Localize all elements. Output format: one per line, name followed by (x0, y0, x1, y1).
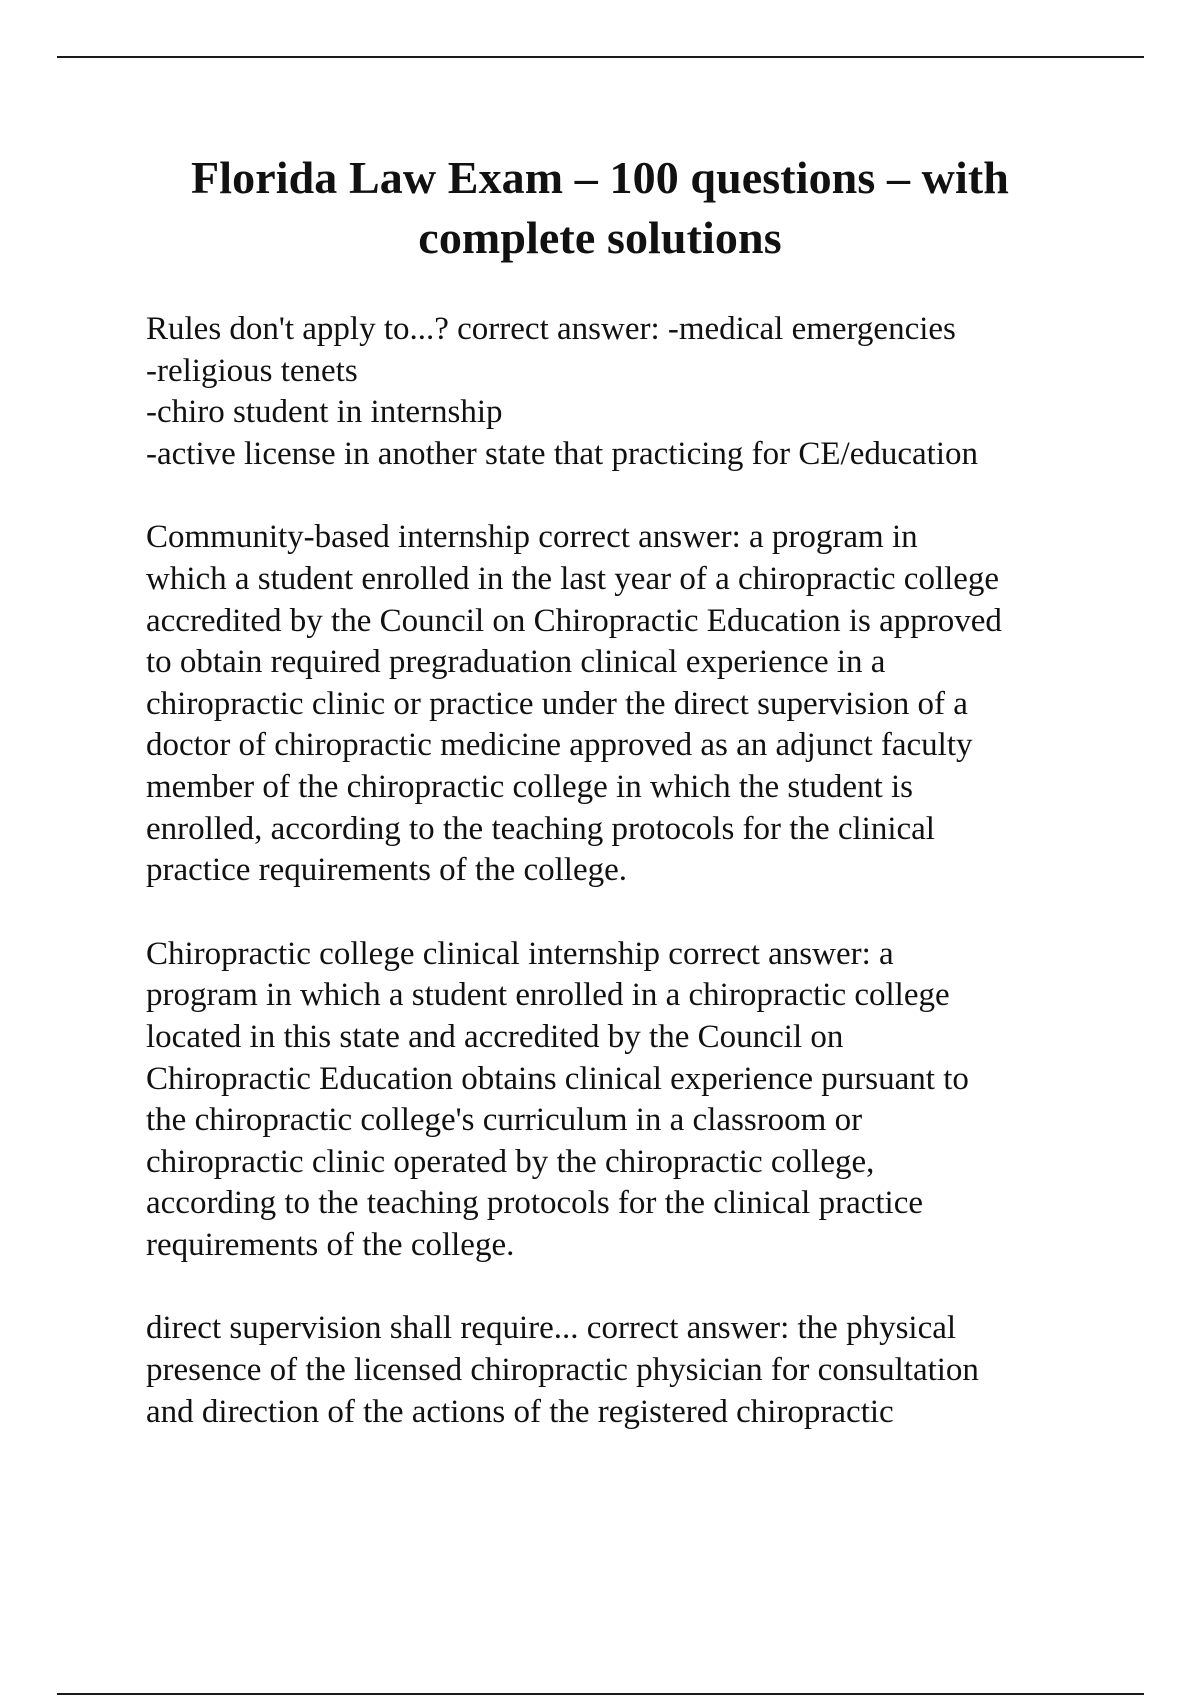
qa-entry-community-internship (146, 517, 1106, 891)
text-line: accredited by the Council on Chiropractic Education is approved (146, 602, 1002, 639)
top-rule (57, 56, 1144, 58)
text-line: practice requirements of the college. (146, 852, 628, 889)
bottom-rule (57, 1693, 1144, 1695)
text-line: Chiropractic Education obtains clinical experience pursuant to (146, 1060, 969, 1097)
text-line: to obtain required pregraduation clinical experience in a (146, 644, 886, 681)
text-line: member of the chiropractic college in which the student is (146, 768, 913, 805)
qa-entry-direct-supervision (146, 1308, 1106, 1433)
text-line: doctor of chiropractic medicine approved as an adjunct faculty (146, 727, 973, 764)
text-line: chiropractic clinic operated by the chiropractic college, (146, 1143, 875, 1180)
text-line: enrolled, according to the teaching protocols for the clinical (146, 810, 935, 847)
text-line: -chiro student in internship (146, 394, 503, 431)
text-line: requirements of the college. (146, 1226, 515, 1263)
text-line: according to the teaching protocols for the clinical practice (146, 1185, 923, 1222)
text-line: which a student enrolled in the last year of a chiropractic college (146, 560, 1000, 597)
text-line: -active license in another state that practicing for CE/education (146, 435, 978, 472)
title-line-2: complete solutions (418, 212, 782, 263)
page-title (130, 148, 1070, 268)
text-line: program in which a student enrolled in a chiropractic college (146, 977, 950, 1014)
qa-entry-college-internship (146, 934, 1106, 1267)
text-line: -religious tenets (146, 352, 358, 389)
text-line: Community-based internship correct answer: a program in (146, 519, 918, 556)
text-line: located in this state and accredited by the Council on (146, 1018, 844, 1055)
text-line: presence of the licensed chiropractic physician for consultation (146, 1352, 979, 1389)
document-body (146, 309, 1106, 1475)
title-line-1: Florida Law Exam – 100 questions – with (191, 152, 1009, 203)
text-line: chiropractic clinic or practice under the direct supervision of a (146, 685, 968, 722)
text-line: and direction of the actions of the registered chiropractic (146, 1393, 894, 1430)
text-line: Rules don't apply to...? correct answer: -medical emergencies (146, 311, 956, 347)
qa-entry-rules-exceptions (146, 309, 1106, 475)
text-line: direct supervision shall require... correct answer: the physical (146, 1310, 957, 1347)
text-line: the chiropractic college's curriculum in a classroom or (146, 1102, 863, 1139)
text-line: Chiropractic college clinical internship correct answer: a (146, 935, 894, 972)
